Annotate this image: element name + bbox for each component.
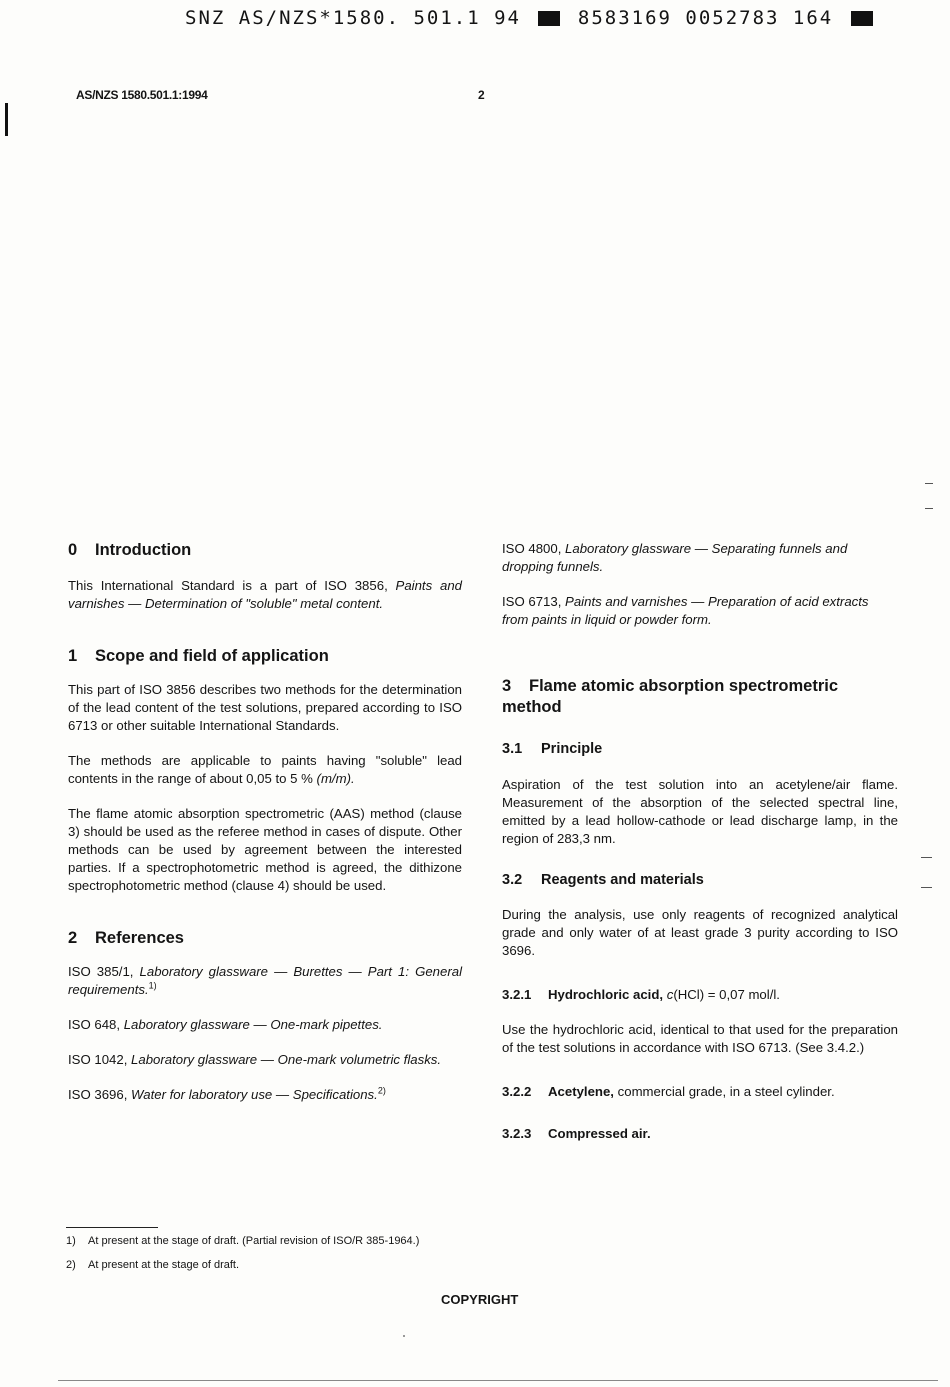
introduction-text: This International Standard is a part of ISO 3856, Paints and varnishes — Determination of "soluble" metal content. — [68, 578, 462, 611]
footnote-2: 2) At present at the stage of draft. — [66, 1259, 240, 1271]
section-heading-introduction: 0 Introduction — [68, 541, 192, 559]
reagent-compressed-air: 3.2.3 Compressed air. — [502, 1126, 651, 1141]
reference-item: ISO 4800, Laboratory glassware — Separating funnels and dropping funnels. — [502, 541, 848, 574]
section-heading-flame-aas: 3 Flame atomic absorption spectrometric method — [502, 677, 838, 716]
reference-item: ISO 3696, Water for laboratory use — Specifications.$^{2)}$ — [68, 1085, 386, 1102]
scope-paragraph-2: The methods are applicable to paints having "soluble" lead contents in the range of about 0,05 to 5 % (m/m). — [68, 753, 462, 786]
subsection-heading-principle: 3.1 Principle — [502, 741, 603, 757]
barcode-block — [851, 11, 873, 26]
reagents-text: During the analysis, use only reagents of recognized analytical grade and only water of at least grade 3 purity according to ISO 3696. — [502, 907, 898, 958]
edge-dash — [925, 508, 933, 509]
scan-code: SNZ AS/NZS*1580. 501.1 94 — [185, 7, 521, 29]
bottom-rule — [58, 1380, 938, 1381]
right-column — [502, 540, 898, 1143]
reference-item: ISO 648, Laboratory glassware — One-mark pipettes. — [68, 1017, 383, 1032]
page-number: 2 — [478, 88, 485, 102]
hydrochloric-acid-text: Use the hydrochloric acid, identical to that used for the preparation of the test solutions in accordance with ISO 6713. (See 3.4.2.) — [502, 1022, 898, 1055]
scan-speck — [403, 1335, 405, 1337]
scan-header-code — [185, 7, 834, 33]
reagent-hydrochloric-acid: 3.2.1 Hydrochloric acid, c(HCl) = 0,07 mol/l. — [502, 987, 780, 1002]
standard-reference: AS/NZS 1580.501.1:1994 — [76, 88, 208, 102]
copyright-label: COPYRIGHT — [441, 1292, 519, 1307]
scope-paragraph-3: The flame atomic absorption spectrometric (AAS) method (clause 3) should be used as the referee method in cases of dispute. Other methods can be used by agreement between the interested parties. If a spectrophotometric method is agreed, the dithizone spectrophotometric method (clause 4) should be used. — [68, 806, 462, 893]
principle-text: Aspiration of the test solution into an acetylene/air flame. Measurement of the absorption of the selected spectral line, emitted by a lead hollow-cathode or lead discharge lamp, in the region of 283,3 nm. — [502, 777, 898, 846]
reference-item: ISO 1042, Laboratory glassware — One-mark volumetric flasks. — [68, 1052, 442, 1067]
reference-item: ISO 6713, Paints and varnishes — Preparation of acid extracts from paints in liquid or powder form. — [502, 594, 869, 627]
margin-mark — [5, 103, 8, 136]
reference-item: ISO 385/1, Laboratory glassware — Burettes — Part 1: General requirements.$^{1)}$ — [68, 964, 463, 997]
reagent-acetylene: 3.2.2 Acetylene, commercial grade, in a steel cylinder. — [502, 1084, 835, 1099]
barcode-block — [538, 11, 560, 26]
edge-dash — [921, 857, 932, 858]
subsection-heading-reagents: 3.2 Reagents and materials — [502, 872, 704, 888]
left-column — [68, 540, 462, 1104]
footnote-rule — [66, 1227, 158, 1228]
scope-paragraph-1: This part of ISO 3856 describes two methods for the determination of the lead content of the test solutions, prepared according to ISO 6713 or other suitable International Standards. — [68, 682, 462, 733]
edge-dash — [925, 483, 933, 484]
edge-dash — [921, 887, 932, 888]
scan-code-2: 8583169 0052783 164 — [577, 7, 834, 29]
section-heading-scope: 1 Scope and field of application — [68, 647, 329, 665]
section-heading-references: 2 References — [68, 929, 184, 947]
footnote-1: 1) At present at the stage of draft. (Partial revision of ISO/R 385-1964.) — [66, 1235, 420, 1247]
